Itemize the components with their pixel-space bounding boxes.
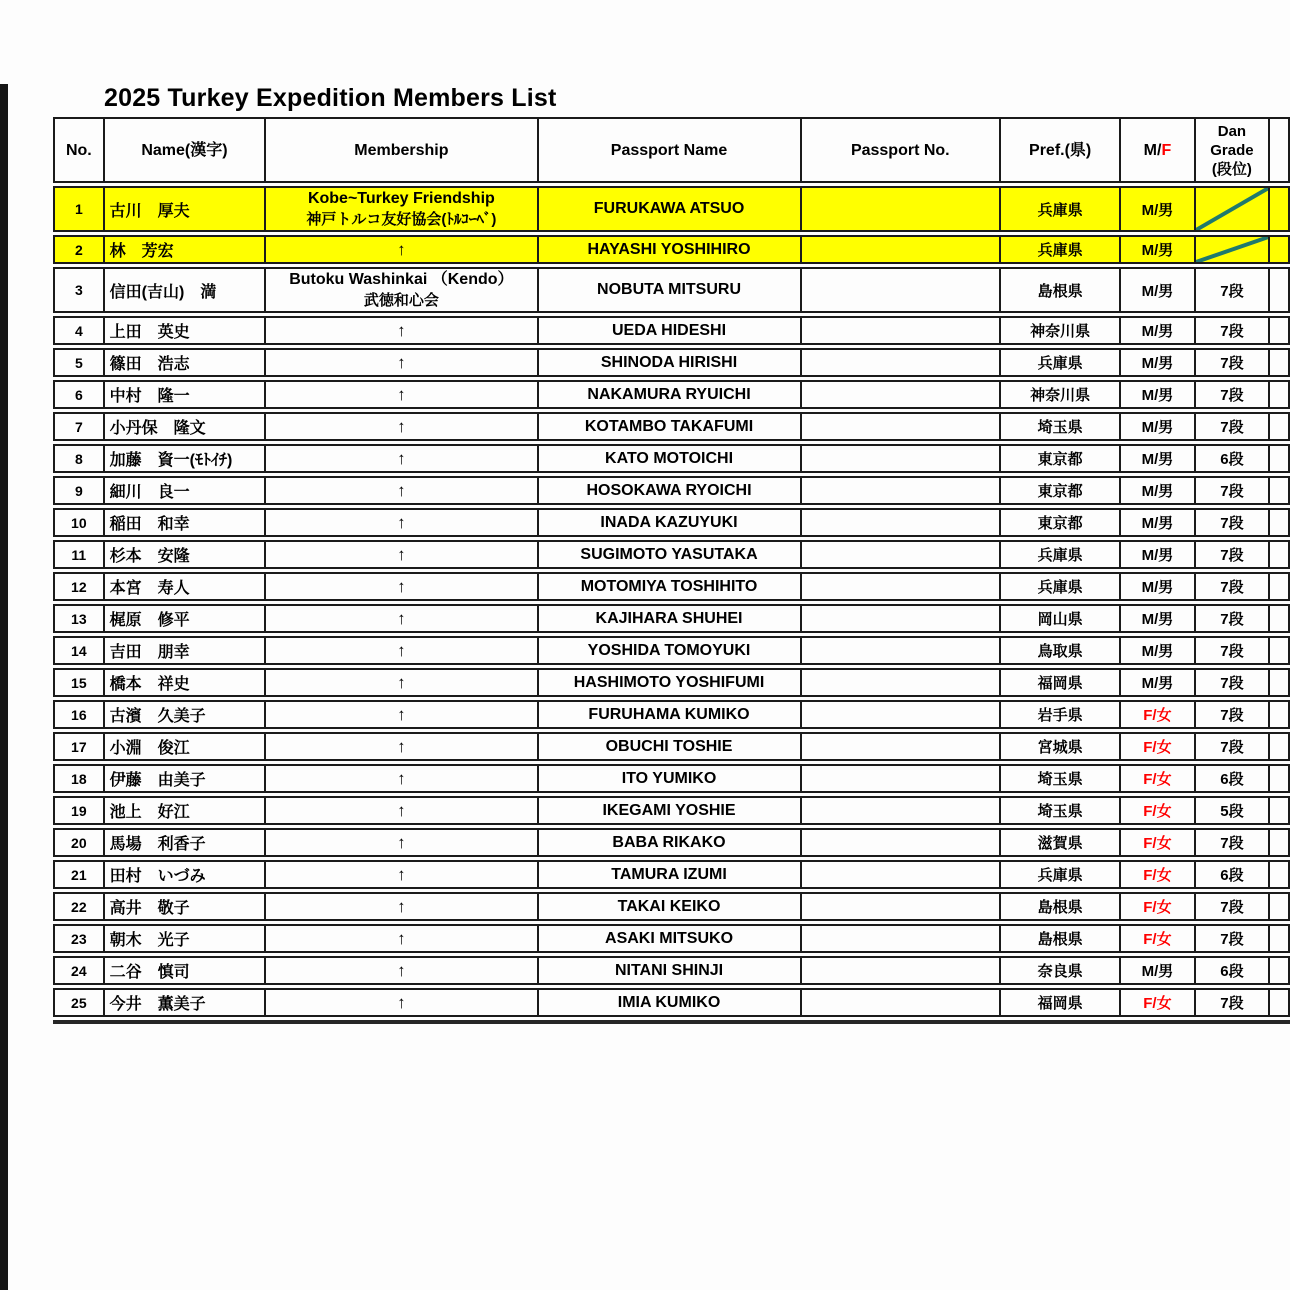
cell-dan-grade: [1194, 186, 1269, 232]
cell-overflow-stub: [1268, 956, 1290, 985]
cell-no: 20: [53, 828, 103, 857]
ditto-arrow-icon: ↑: [397, 544, 406, 564]
ditto-arrow-icon: ↑: [397, 416, 406, 436]
cell-prefecture: 神奈川県: [999, 316, 1119, 345]
cell-no: 18: [53, 764, 103, 793]
cell-overflow-stub: [1268, 186, 1290, 232]
table-row: [53, 412, 1290, 441]
cell-passport-no: [800, 892, 1000, 921]
cell-prefecture: 兵庫県: [999, 235, 1119, 264]
cell-gender: F/女: [1119, 924, 1193, 953]
cell-passport-name: IKEGAMI YOSHIE: [537, 796, 800, 825]
cell-no: 8: [53, 444, 103, 473]
cell-dan-grade: 7段: [1194, 316, 1269, 345]
ditto-arrow-icon: ↑: [397, 992, 406, 1012]
cell-prefecture: 兵庫県: [999, 572, 1119, 601]
cell-passport-no: [800, 540, 1000, 569]
table-row: [53, 186, 1290, 232]
cell-name-kanji: 池上 好江: [103, 796, 265, 825]
cell-overflow-stub: [1268, 924, 1290, 953]
cell-passport-no: [800, 988, 1000, 1017]
cell-passport-name: ITO YUMIKO: [537, 764, 800, 793]
cell-no: 19: [53, 796, 103, 825]
table-row: [53, 540, 1290, 569]
table-row: [53, 235, 1290, 264]
table-row: [53, 892, 1290, 921]
cell-name-kanji: 細川 良一: [103, 476, 265, 505]
cell-passport-no: [800, 444, 1000, 473]
ditto-arrow-icon: ↑: [397, 384, 406, 404]
cell-membership: [264, 235, 536, 264]
table-row: [53, 348, 1290, 377]
cell-overflow-stub: [1268, 380, 1290, 409]
cell-prefecture: 奈良県: [999, 956, 1119, 985]
cell-no: 23: [53, 924, 103, 953]
ditto-arrow-icon: ↑: [397, 704, 406, 724]
cell-passport-name: KATO MOTOICHI: [537, 444, 800, 473]
cell-no: 7: [53, 412, 103, 441]
cell-passport-no: [800, 924, 1000, 953]
page-title: 2025 Turkey Expedition Members List: [104, 84, 557, 112]
cell-name-kanji: 二谷 慎司: [103, 956, 265, 985]
table-row: [53, 267, 1290, 313]
cell-prefecture: 兵庫県: [999, 860, 1119, 889]
table-row: [53, 956, 1290, 985]
cell-prefecture: 島根県: [999, 267, 1119, 313]
ditto-arrow-icon: ↑: [397, 928, 406, 948]
ditto-arrow-icon: ↑: [397, 896, 406, 916]
cell-passport-no: [800, 636, 1000, 665]
cell-membership: [264, 764, 536, 793]
cell-passport-no: [800, 956, 1000, 985]
cell-dan-grade: 6段: [1194, 444, 1269, 473]
ditto-arrow-icon: ↑: [397, 352, 406, 372]
cell-gender: M/男: [1119, 476, 1193, 505]
cell-no: 9: [53, 476, 103, 505]
ditto-arrow-icon: ↑: [397, 320, 406, 340]
cell-gender: M/男: [1119, 412, 1193, 441]
cell-no: 25: [53, 988, 103, 1017]
cell-overflow-stub: [1268, 796, 1290, 825]
cell-prefecture: 福岡県: [999, 988, 1119, 1017]
cell-passport-name: HOSOKAWA RYOICHI: [537, 476, 800, 505]
cell-prefecture: 兵庫県: [999, 186, 1119, 232]
table-row: [53, 316, 1290, 345]
cell-prefecture: 岡山県: [999, 604, 1119, 633]
cell-overflow-stub: [1268, 348, 1290, 377]
cell-membership: [264, 700, 536, 729]
ditto-arrow-icon: ↑: [397, 448, 406, 468]
table-row: [53, 444, 1290, 473]
column-header-prefecture: Pref.(県): [999, 117, 1119, 183]
cell-overflow-stub: [1268, 476, 1290, 505]
cell-membership: [264, 540, 536, 569]
cell-passport-no: [800, 668, 1000, 697]
column-header-membership: Membership: [264, 117, 536, 183]
cell-overflow-stub: [1268, 572, 1290, 601]
cell-dan-grade: 5段: [1194, 796, 1269, 825]
cell-prefecture: 東京都: [999, 444, 1119, 473]
cell-gender: M/男: [1119, 604, 1193, 633]
ditto-arrow-icon: ↑: [397, 832, 406, 852]
cell-gender: M/男: [1119, 186, 1193, 232]
cell-gender: F/女: [1119, 700, 1193, 729]
cell-name-kanji: 馬場 利香子: [103, 828, 265, 857]
ditto-arrow-icon: ↑: [397, 672, 406, 692]
cell-name-kanji: 古川 厚夫: [103, 186, 265, 232]
cell-overflow-stub: [1268, 828, 1290, 857]
cell-no: 24: [53, 956, 103, 985]
cell-prefecture: 島根県: [999, 892, 1119, 921]
cell-gender: F/女: [1119, 860, 1193, 889]
cell-prefecture: 島根県: [999, 924, 1119, 953]
cell-overflow-stub: [1268, 540, 1290, 569]
mf-female-label: F: [1161, 141, 1172, 159]
cell-passport-name: IMIA KUMIKO: [537, 988, 800, 1017]
cell-membership: [264, 892, 536, 921]
cell-dan-grade: 7段: [1194, 700, 1269, 729]
cell-no: 3: [53, 267, 103, 313]
cell-no: 6: [53, 380, 103, 409]
cell-membership: [264, 572, 536, 601]
cell-membership: [264, 796, 536, 825]
cell-membership: [264, 924, 536, 953]
cell-dan-grade: 7段: [1194, 380, 1269, 409]
cell-prefecture: 宮城県: [999, 732, 1119, 761]
cell-passport-name: HASHIMOTO YOSHIFUMI: [537, 668, 800, 697]
cell-name-kanji: 田村 いづみ: [103, 860, 265, 889]
cell-no: 11: [53, 540, 103, 569]
cell-no: 15: [53, 668, 103, 697]
cell-passport-name: NITANI SHINJI: [537, 956, 800, 985]
cell-prefecture: 東京都: [999, 476, 1119, 505]
cell-passport-no: [800, 508, 1000, 537]
cell-gender: F/女: [1119, 892, 1193, 921]
cell-gender: M/男: [1119, 540, 1193, 569]
ditto-arrow-icon: ↑: [397, 512, 406, 532]
table-row: [53, 380, 1290, 409]
cell-prefecture: 岩手県: [999, 700, 1119, 729]
cell-dan-grade: 7段: [1194, 892, 1269, 921]
cell-passport-no: [800, 316, 1000, 345]
cell-name-kanji: 本宮 寿人: [103, 572, 265, 601]
mf-male-label: M/: [1143, 141, 1162, 159]
cell-passport-no: [800, 380, 1000, 409]
cell-passport-no: [800, 828, 1000, 857]
cell-dan-grade: 7段: [1194, 540, 1269, 569]
cell-no: 10: [53, 508, 103, 537]
table-row: [53, 828, 1290, 857]
cell-membership: Kobe~Turkey Friendship 神戸トルコ友好協会(ﾄﾙｺｰﾍﾞ): [264, 186, 536, 232]
cell-name-kanji: 梶原 修平: [103, 604, 265, 633]
table-row: [53, 732, 1290, 761]
cell-gender: M/男: [1119, 235, 1193, 264]
cell-passport-name: SHINODA HIRISHI: [537, 348, 800, 377]
cell-name-kanji: 林 芳宏: [103, 235, 265, 264]
ditto-arrow-icon: ↑: [397, 864, 406, 884]
cell-name-kanji: 高井 敬子: [103, 892, 265, 921]
cell-passport-no: [800, 700, 1000, 729]
cell-overflow-stub: [1268, 235, 1290, 264]
cell-prefecture: 兵庫県: [999, 540, 1119, 569]
cell-prefecture: 東京都: [999, 508, 1119, 537]
cell-name-kanji: 伊藤 由美子: [103, 764, 265, 793]
members-table: [53, 114, 1290, 1020]
ditto-arrow-icon: ↑: [397, 608, 406, 628]
cell-gender: M/男: [1119, 572, 1193, 601]
cell-dan-grade: 7段: [1194, 636, 1269, 665]
cell-membership: [264, 860, 536, 889]
cell-gender: F/女: [1119, 764, 1193, 793]
cell-passport-name: HAYASHI YOSHIHIRO: [537, 235, 800, 264]
ditto-arrow-icon: ↑: [397, 640, 406, 660]
ditto-arrow-icon: ↑: [397, 576, 406, 596]
cell-membership: [264, 732, 536, 761]
cell-dan-grade: 7段: [1194, 348, 1269, 377]
cell-dan-grade: 7段: [1194, 828, 1269, 857]
column-header-name-kanji: Name(漢字): [103, 117, 265, 183]
cell-passport-name: YOSHIDA TOMOYUKI: [537, 636, 800, 665]
cell-overflow-stub: [1268, 764, 1290, 793]
cell-dan-grade: 7段: [1194, 267, 1269, 313]
cell-name-kanji: 杉本 安隆: [103, 540, 265, 569]
cell-membership: [264, 956, 536, 985]
ditto-arrow-icon: ↑: [397, 800, 406, 820]
cell-passport-name: OBUCHI TOSHIE: [537, 732, 800, 761]
cell-name-kanji: 加藤 資一(ﾓﾄｲﾁ): [103, 444, 265, 473]
cell-overflow-stub: [1268, 700, 1290, 729]
cell-passport-no: [800, 476, 1000, 505]
cell-overflow-stub: [1268, 636, 1290, 665]
table-row: [53, 572, 1290, 601]
cell-dan-grade: 7段: [1194, 508, 1269, 537]
cell-no: 17: [53, 732, 103, 761]
cell-name-kanji: 橋本 祥史: [103, 668, 265, 697]
cell-membership: [264, 380, 536, 409]
cell-gender: F/女: [1119, 988, 1193, 1017]
cell-gender: M/男: [1119, 348, 1193, 377]
cell-dan-grade: 6段: [1194, 764, 1269, 793]
cell-overflow-stub: [1268, 444, 1290, 473]
cell-passport-no: [800, 267, 1000, 313]
cell-passport-no: [800, 732, 1000, 761]
cell-membership: [264, 508, 536, 537]
column-header-passport-name: Passport Name: [537, 117, 800, 183]
cell-passport-name: FURUKAWA ATSUO: [537, 186, 800, 232]
cell-gender: M/男: [1119, 380, 1193, 409]
cell-gender: M/男: [1119, 508, 1193, 537]
cell-passport-name: ASAKI MITSUKO: [537, 924, 800, 953]
cell-membership: [264, 412, 536, 441]
cell-passport-name: FURUHAMA KUMIKO: [537, 700, 800, 729]
table-bottom-border: [53, 1020, 1290, 1024]
cell-membership: [264, 668, 536, 697]
cell-gender: M/男: [1119, 956, 1193, 985]
table-row: [53, 796, 1290, 825]
cell-passport-name: UEDA HIDESHI: [537, 316, 800, 345]
cell-name-kanji: 篠田 浩志: [103, 348, 265, 377]
cell-overflow-stub: [1268, 508, 1290, 537]
cell-dan-grade: 7段: [1194, 924, 1269, 953]
cell-dan-grade: 6段: [1194, 860, 1269, 889]
dan-slash-line: [1196, 188, 1269, 230]
cell-name-kanji: 朝木 光子: [103, 924, 265, 953]
cell-passport-no: [800, 764, 1000, 793]
cell-prefecture: 滋賀県: [999, 828, 1119, 857]
cell-name-kanji: 信田(吉山) 満: [103, 267, 265, 313]
cell-gender: F/女: [1119, 732, 1193, 761]
cell-passport-no: [800, 604, 1000, 633]
cell-passport-no: [800, 348, 1000, 377]
cell-passport-no: [800, 235, 1000, 264]
cell-no: 5: [53, 348, 103, 377]
cell-passport-name: BABA RIKAKO: [537, 828, 800, 857]
cell-passport-name: MOTOMIYA TOSHIHITO: [537, 572, 800, 601]
cell-name-kanji: 上田 英史: [103, 316, 265, 345]
cell-no: 22: [53, 892, 103, 921]
cell-prefecture: 鳥取県: [999, 636, 1119, 665]
cell-prefecture: 埼玉県: [999, 764, 1119, 793]
cell-prefecture: 埼玉県: [999, 796, 1119, 825]
cell-gender: M/男: [1119, 267, 1193, 313]
cell-prefecture: 神奈川県: [999, 380, 1119, 409]
table-row: [53, 476, 1290, 505]
cell-name-kanji: 吉田 朋幸: [103, 636, 265, 665]
cell-membership: [264, 604, 536, 633]
dan-slash-line: [1196, 237, 1269, 262]
header-row: [53, 117, 1290, 183]
column-header-passport-no: Passport No.: [800, 117, 1000, 183]
cell-passport-name: KAJIHARA SHUHEI: [537, 604, 800, 633]
cell-dan-grade: 7段: [1194, 476, 1269, 505]
cell-passport-no: [800, 860, 1000, 889]
left-black-strip: [0, 84, 8, 1290]
cell-passport-name: SUGIMOTO YASUTAKA: [537, 540, 800, 569]
cell-overflow-stub: [1268, 668, 1290, 697]
cell-passport-name: TAKAI KEIKO: [537, 892, 800, 921]
cell-membership: [264, 316, 536, 345]
cell-no: 2: [53, 235, 103, 264]
cell-no: 14: [53, 636, 103, 665]
cell-dan-grade: 7段: [1194, 732, 1269, 761]
ditto-arrow-icon: ↑: [397, 768, 406, 788]
cell-overflow-stub: [1268, 860, 1290, 889]
cell-overflow-stub: [1268, 267, 1290, 313]
cell-membership: Butoku Washinkai （Kendo） 武徳和心会: [264, 267, 536, 313]
cell-name-kanji: 古濱 久美子: [103, 700, 265, 729]
cell-overflow-stub: [1268, 412, 1290, 441]
cell-overflow-stub: [1268, 988, 1290, 1017]
cell-overflow-stub: [1268, 604, 1290, 633]
cell-dan-grade: 7段: [1194, 988, 1269, 1017]
table-row: [53, 668, 1290, 697]
cell-dan-grade: 6段: [1194, 956, 1269, 985]
cell-prefecture: 兵庫県: [999, 348, 1119, 377]
column-header-overflow: [1268, 117, 1290, 183]
column-header-mf: [1119, 117, 1193, 183]
cell-name-kanji: 小丹保 隆文: [103, 412, 265, 441]
cell-gender: M/男: [1119, 316, 1193, 345]
cell-gender: F/女: [1119, 796, 1193, 825]
cell-passport-name: KOTAMBO TAKAFUMI: [537, 412, 800, 441]
table-row: [53, 604, 1290, 633]
table-row: [53, 764, 1290, 793]
cell-membership: [264, 476, 536, 505]
cell-gender: M/男: [1119, 636, 1193, 665]
table-row: [53, 508, 1290, 537]
cell-gender: M/男: [1119, 444, 1193, 473]
cell-name-kanji: 小淵 俊江: [103, 732, 265, 761]
column-header-dan-grade: Dan Grade (段位): [1194, 117, 1269, 183]
cell-name-kanji: 稲田 和幸: [103, 508, 265, 537]
ditto-arrow-icon: ↑: [397, 960, 406, 980]
cell-dan-grade: [1194, 235, 1269, 264]
table-row: [53, 860, 1290, 889]
cell-overflow-stub: [1268, 316, 1290, 345]
cell-no: 4: [53, 316, 103, 345]
column-header-no: No.: [53, 117, 103, 183]
cell-no: 1: [53, 186, 103, 232]
table-row: [53, 924, 1290, 953]
cell-dan-grade: 7段: [1194, 412, 1269, 441]
cell-passport-no: [800, 412, 1000, 441]
table-row: [53, 636, 1290, 665]
cell-name-kanji: 中村 隆一: [103, 380, 265, 409]
cell-passport-name: TAMURA IZUMI: [537, 860, 800, 889]
cell-passport-no: [800, 186, 1000, 232]
ditto-arrow-icon: ↑: [397, 480, 406, 500]
cell-no: 21: [53, 860, 103, 889]
cell-membership: [264, 828, 536, 857]
cell-membership: [264, 988, 536, 1017]
cell-passport-name: NOBUTA MITSURU: [537, 267, 800, 313]
cell-no: 12: [53, 572, 103, 601]
cell-gender: F/女: [1119, 828, 1193, 857]
ditto-arrow-icon: ↑: [397, 736, 406, 756]
cell-membership: [264, 444, 536, 473]
cell-passport-no: [800, 796, 1000, 825]
cell-passport-name: INADA KAZUYUKI: [537, 508, 800, 537]
cell-gender: M/男: [1119, 668, 1193, 697]
cell-membership: [264, 636, 536, 665]
table-row: [53, 700, 1290, 729]
cell-passport-no: [800, 572, 1000, 601]
cell-prefecture: 埼玉県: [999, 412, 1119, 441]
cell-overflow-stub: [1268, 892, 1290, 921]
cell-prefecture: 福岡県: [999, 668, 1119, 697]
cell-name-kanji: 今井 薫美子: [103, 988, 265, 1017]
cell-no: 16: [53, 700, 103, 729]
cell-overflow-stub: [1268, 732, 1290, 761]
cell-passport-name: NAKAMURA RYUICHI: [537, 380, 800, 409]
table-row: [53, 988, 1290, 1017]
cell-dan-grade: 7段: [1194, 604, 1269, 633]
cell-no: 13: [53, 604, 103, 633]
cell-dan-grade: 7段: [1194, 572, 1269, 601]
ditto-arrow-icon: ↑: [397, 239, 406, 259]
cell-membership: [264, 348, 536, 377]
cell-dan-grade: 7段: [1194, 668, 1269, 697]
